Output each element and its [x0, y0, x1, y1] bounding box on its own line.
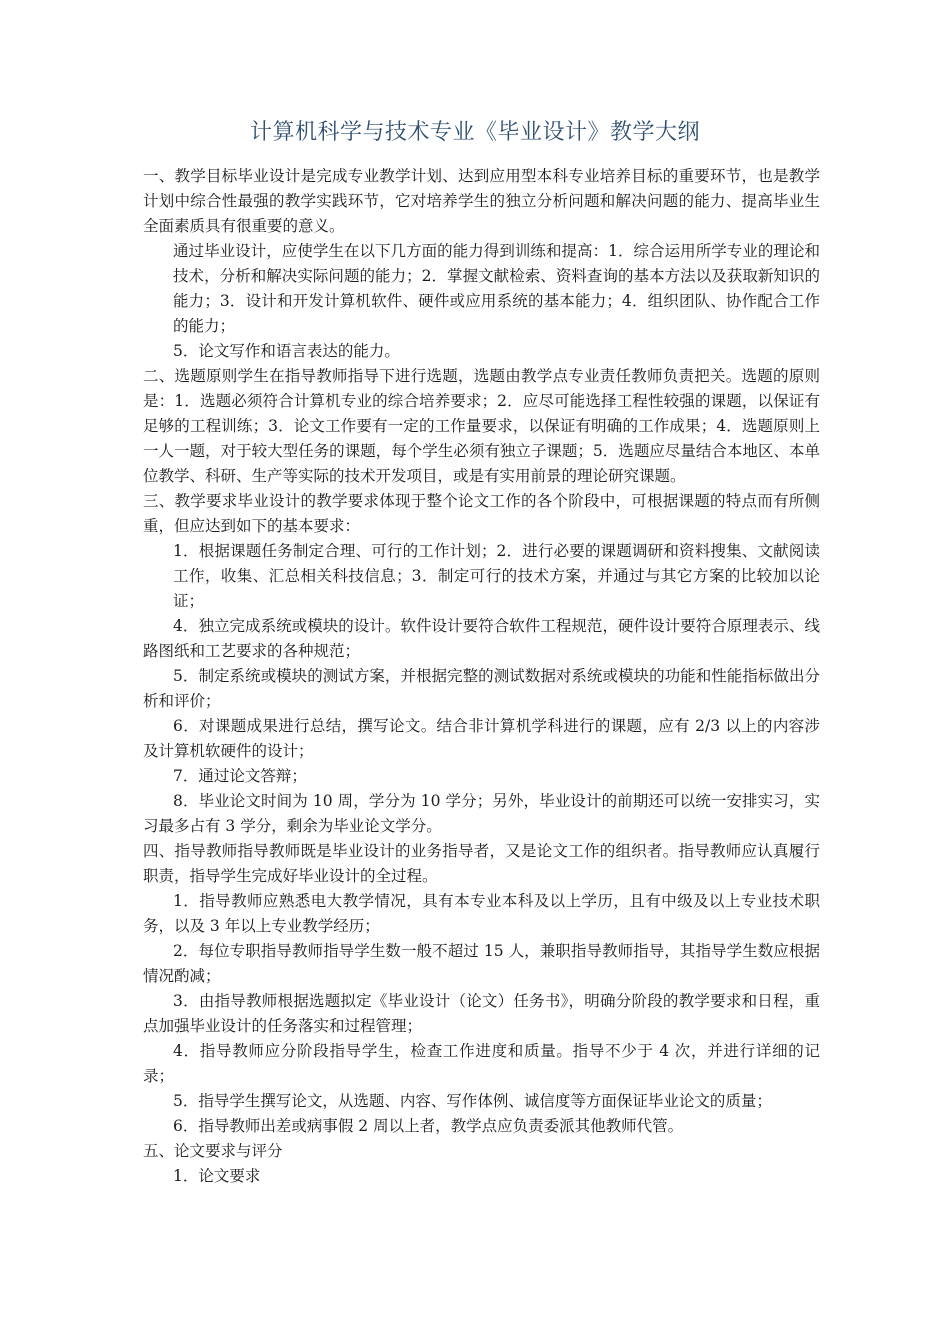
section-5-thesis: 五、论文要求与评分: [143, 1142, 283, 1160]
requirements-item-4: 4．独立完成系统或模块的设计。软件设计要符合软件工程规范，硬件设计要符合原理表示、线路图纸和工艺要求的各种规范；: [143, 617, 820, 660]
document-title: 计算机科学与技术专业《毕业设计》教学大纲: [249, 120, 700, 145]
requirements-item-1-3: 1．根据课题任务制定合理、可行的工作计划；2．进行必要的课题调研和资料搜集、文献阅读工作，收集、汇总相关科技信息；3．制定可行的技术方案，并通过与其它方案的比较加以论证；: [173, 542, 820, 610]
requirements-item-8: 8．毕业论文时间为 10 周，学分为 10 学分；另外，毕业设计的前期还可以统一安排实习，实习最多占有 3 学分，剩余为毕业论文学分。: [143, 792, 820, 835]
thesis-item-1: 1．论文要求: [173, 1167, 261, 1185]
section-2-topic-selection: 二、选题原则学生在指导教师指导下进行选题，选题由教学点专业责任教师负责把关。选题的原则是：1．选题必须符合计算机专业的综合培养要求；2．应尽可能选择工程性较强的课题，以保证有足够的工程训练；3．论文工作要有一定的工作量要求，以保证有明确的工作成果；4．选题原则上一人一题，对于较大型任务的课题，每个学生必须有独立子课题；5．选题应尽量结合本地区、本单位教学、科研、生产等实际的技术开发项目，或是有实用前景的理论研究课题。: [143, 367, 820, 485]
advisors-item-6: 6．指导教师出差或病事假 2 周以上者，教学点应负责委派其他教师代管。: [173, 1117, 684, 1135]
document-body: [143, 164, 820, 1189]
objectives-item-5: 5．论文写作和语言表达的能力。: [173, 342, 400, 360]
advisors-item-3: 3．由指导教师根据选题拟定《毕业设计（论文）任务书》，明确分阶段的教学要求和日程，重点加强毕业设计的任务落实和过程管理；: [143, 992, 820, 1035]
section-4-advisors: 四、指导教师指导教师既是毕业设计的业务指导者，又是论文工作的组织者。指导教师应认真履行职责，指导学生完成好毕业设计的全过程。: [143, 842, 820, 885]
requirements-item-5: 5．制定系统或模块的测试方案，并根据完整的测试数据对系统或模块的功能和性能指标做出分析和评价；: [143, 667, 820, 710]
advisors-item-5: 5．指导学生撰写论文，从选题、内容、写作体例、诚信度等方面保证毕业论文的质量；: [173, 1092, 772, 1110]
advisors-item-2: 2．每位专职指导教师指导学生数一般不超过 15 人，兼职指导教师指导，其指导学生数应根据情况酌减；: [143, 942, 820, 985]
objectives-abilities: 通过毕业设计，应使学生在以下几方面的能力得到训练和提高：1．综合运用所学专业的理论和技术，分析和解决实际问题的能力；2．掌握文献检索、资料查询的基本方法以及获取新知识的能力；3．设计和开发计算机软件、硬件或应用系统的基本能力；4．组织团队、协作配合工作的能力；: [173, 242, 820, 335]
requirements-item-7: 7．通过论文答辩；: [173, 767, 307, 785]
requirements-item-6: 6．对课题成果进行总结，撰写论文。结合非计算机学科进行的课题，应有 2/3 以上的内容涉及计算机软硬件的设计；: [143, 717, 820, 760]
section-3-requirements: 三、教学要求毕业设计的教学要求体现于整个论文工作的各个阶段中，可根据课题的特点而有所侧重，但应达到如下的基本要求：: [143, 492, 820, 535]
advisors-item-1: 1．指导教师应熟悉电大教学情况，具有本专业本科及以上学历，且有中级及以上专业技术职务，以及 3 年以上专业教学经历；: [143, 892, 820, 935]
section-1-objectives: 一、教学目标毕业设计是完成专业教学计划、达到应用型本科专业培养目标的重要环节，也是教学计划中综合性最强的教学实践环节，它对培养学生的独立分析问题和解决问题的能力、提高毕业生全面素质具有很重要的意义。: [143, 167, 820, 235]
advisors-item-4: 4．指导教师应分阶段指导学生，检查工作进度和质量。指导不少于 4 次，并进行详细的记录；: [143, 1042, 820, 1085]
